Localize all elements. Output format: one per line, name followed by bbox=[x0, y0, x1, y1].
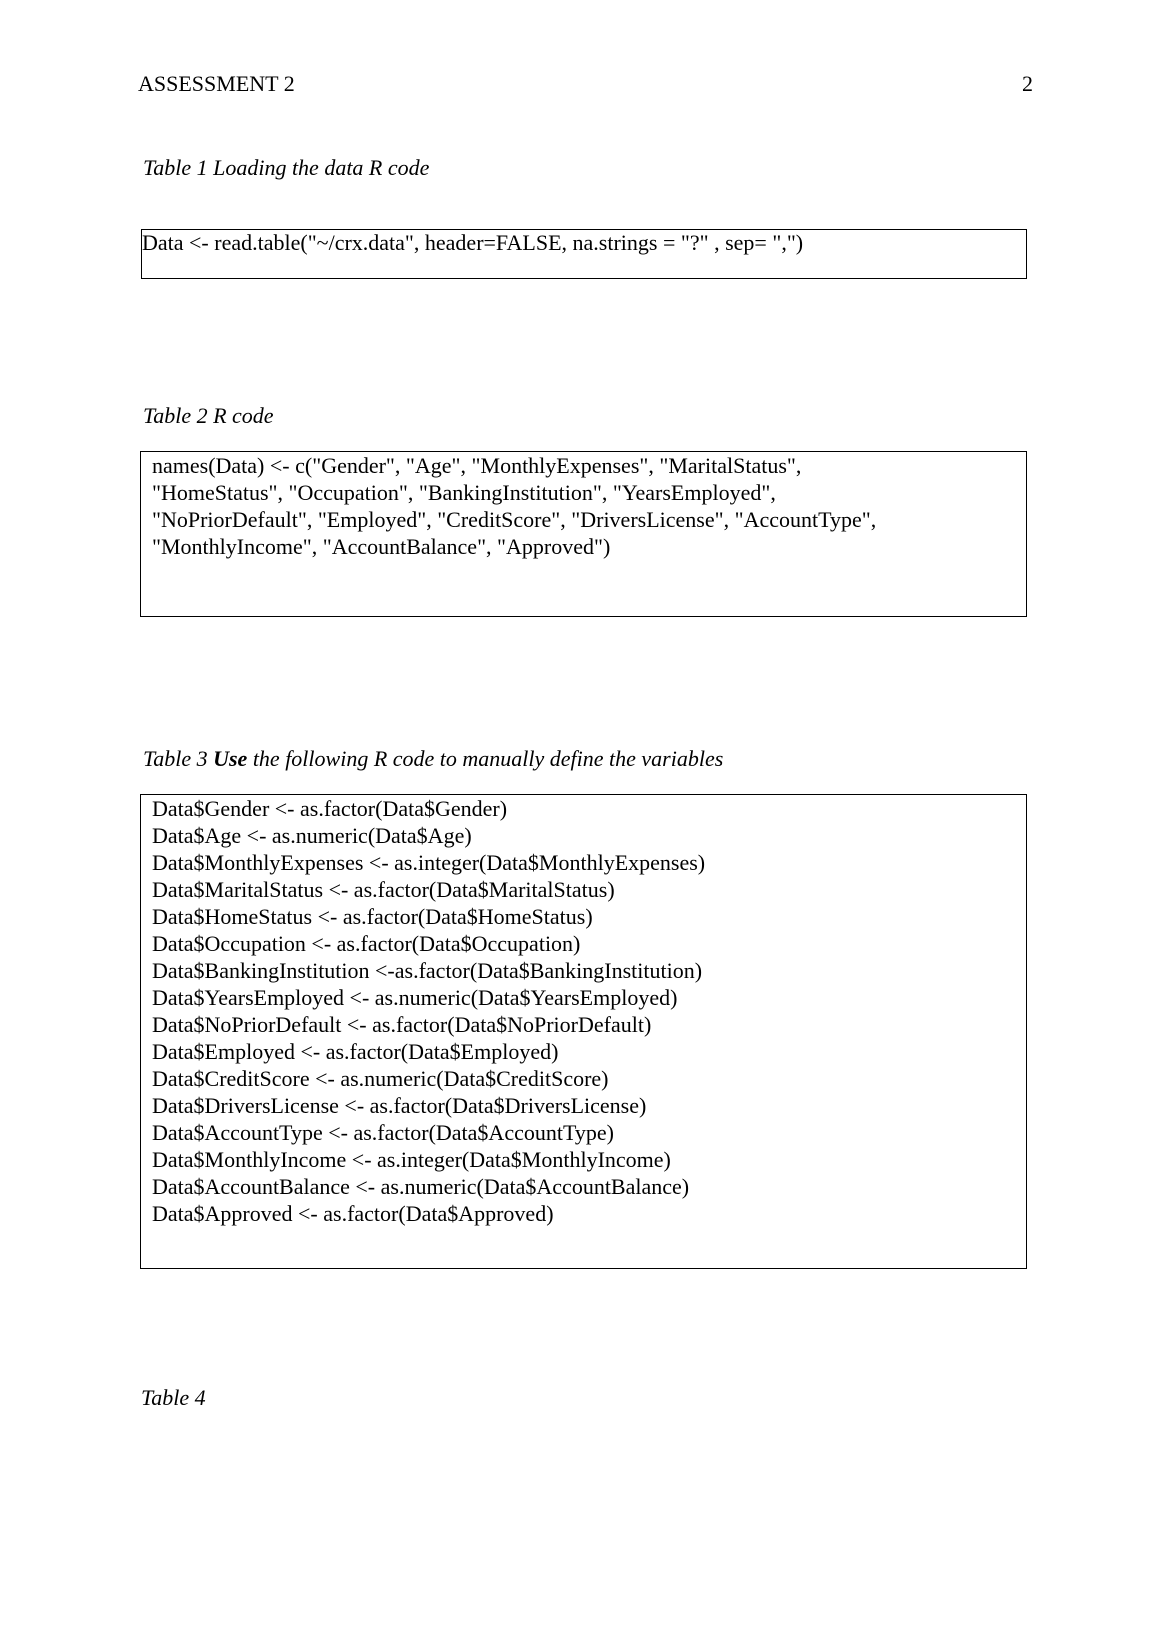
code-line: Data$AccountBalance <- as.numeric(Data$AccountBalance) bbox=[152, 1174, 690, 1199]
code-line: Data$CreditScore <- as.numeric(Data$CreditScore) bbox=[152, 1066, 609, 1091]
code-line: Data$AccountType <- as.factor(Data$AccountType) bbox=[152, 1120, 614, 1145]
code-line: Data$MaritalStatus <- as.factor(Data$MaritalStatus) bbox=[152, 877, 615, 902]
table3-caption bbox=[143, 745, 723, 773]
code-line: names(Data) <- c("Gender", "Age", "MonthlyExpenses", "MaritalStatus", bbox=[152, 453, 802, 478]
table3-caption-suffix: the following R code to manually define the variables bbox=[247, 746, 724, 771]
code-line: Data$Employed <- as.factor(Data$Employed) bbox=[152, 1039, 559, 1064]
code-line: Data$MonthlyIncome <- as.integer(Data$MonthlyIncome) bbox=[152, 1147, 671, 1172]
running-head: ASSESSMENT 2 bbox=[138, 71, 295, 96]
code-line: Data$Occupation <- as.factor(Data$Occupation) bbox=[152, 931, 581, 956]
code-line: "NoPriorDefault", "Employed", "CreditScore", "DriversLicense", "AccountType", bbox=[152, 507, 877, 532]
code-line: "HomeStatus", "Occupation", "BankingInstitution", "YearsEmployed", bbox=[152, 480, 776, 505]
page-number: 2 bbox=[1022, 71, 1033, 96]
table2-caption: Table 2 R code bbox=[143, 403, 274, 428]
code-line: Data$NoPriorDefault <- as.factor(Data$NoPriorDefault) bbox=[152, 1012, 652, 1037]
code-line: Data$DriversLicense <- as.factor(Data$DriversLicense) bbox=[152, 1093, 647, 1118]
code-line: "MonthlyIncome", "AccountBalance", "Approved") bbox=[152, 534, 611, 559]
code-line: Data$Age <- as.numeric(Data$Age) bbox=[152, 823, 472, 848]
code-line: Data$BankingInstitution <-as.factor(Data$BankingInstitution) bbox=[152, 958, 703, 983]
code-line: Data$MonthlyExpenses <- as.integer(Data$MonthlyExpenses) bbox=[152, 850, 706, 875]
table3-code-box bbox=[140, 794, 1027, 1269]
table3-caption-prefix: Table 3 bbox=[143, 746, 214, 771]
code-line: Data$YearsEmployed <- as.numeric(Data$YearsEmployed) bbox=[152, 985, 678, 1010]
code-line: Data$HomeStatus <- as.factor(Data$HomeStatus) bbox=[152, 904, 593, 929]
table3-caption-bold: Use bbox=[213, 746, 248, 771]
code-line: Data$Approved <- as.factor(Data$Approved) bbox=[152, 1201, 554, 1226]
code-line: Data <- read.table("~/crx.data", header=FALSE, na.strings = "?" , sep= ",") bbox=[142, 230, 804, 255]
table2-code-box bbox=[140, 451, 1027, 617]
table1-caption: Table 1 Loading the data R code bbox=[143, 155, 430, 180]
code-line: Data$Gender <- as.factor(Data$Gender) bbox=[152, 796, 508, 821]
table4-caption: Table 4 bbox=[141, 1385, 206, 1410]
table1-code-box bbox=[141, 229, 1027, 279]
